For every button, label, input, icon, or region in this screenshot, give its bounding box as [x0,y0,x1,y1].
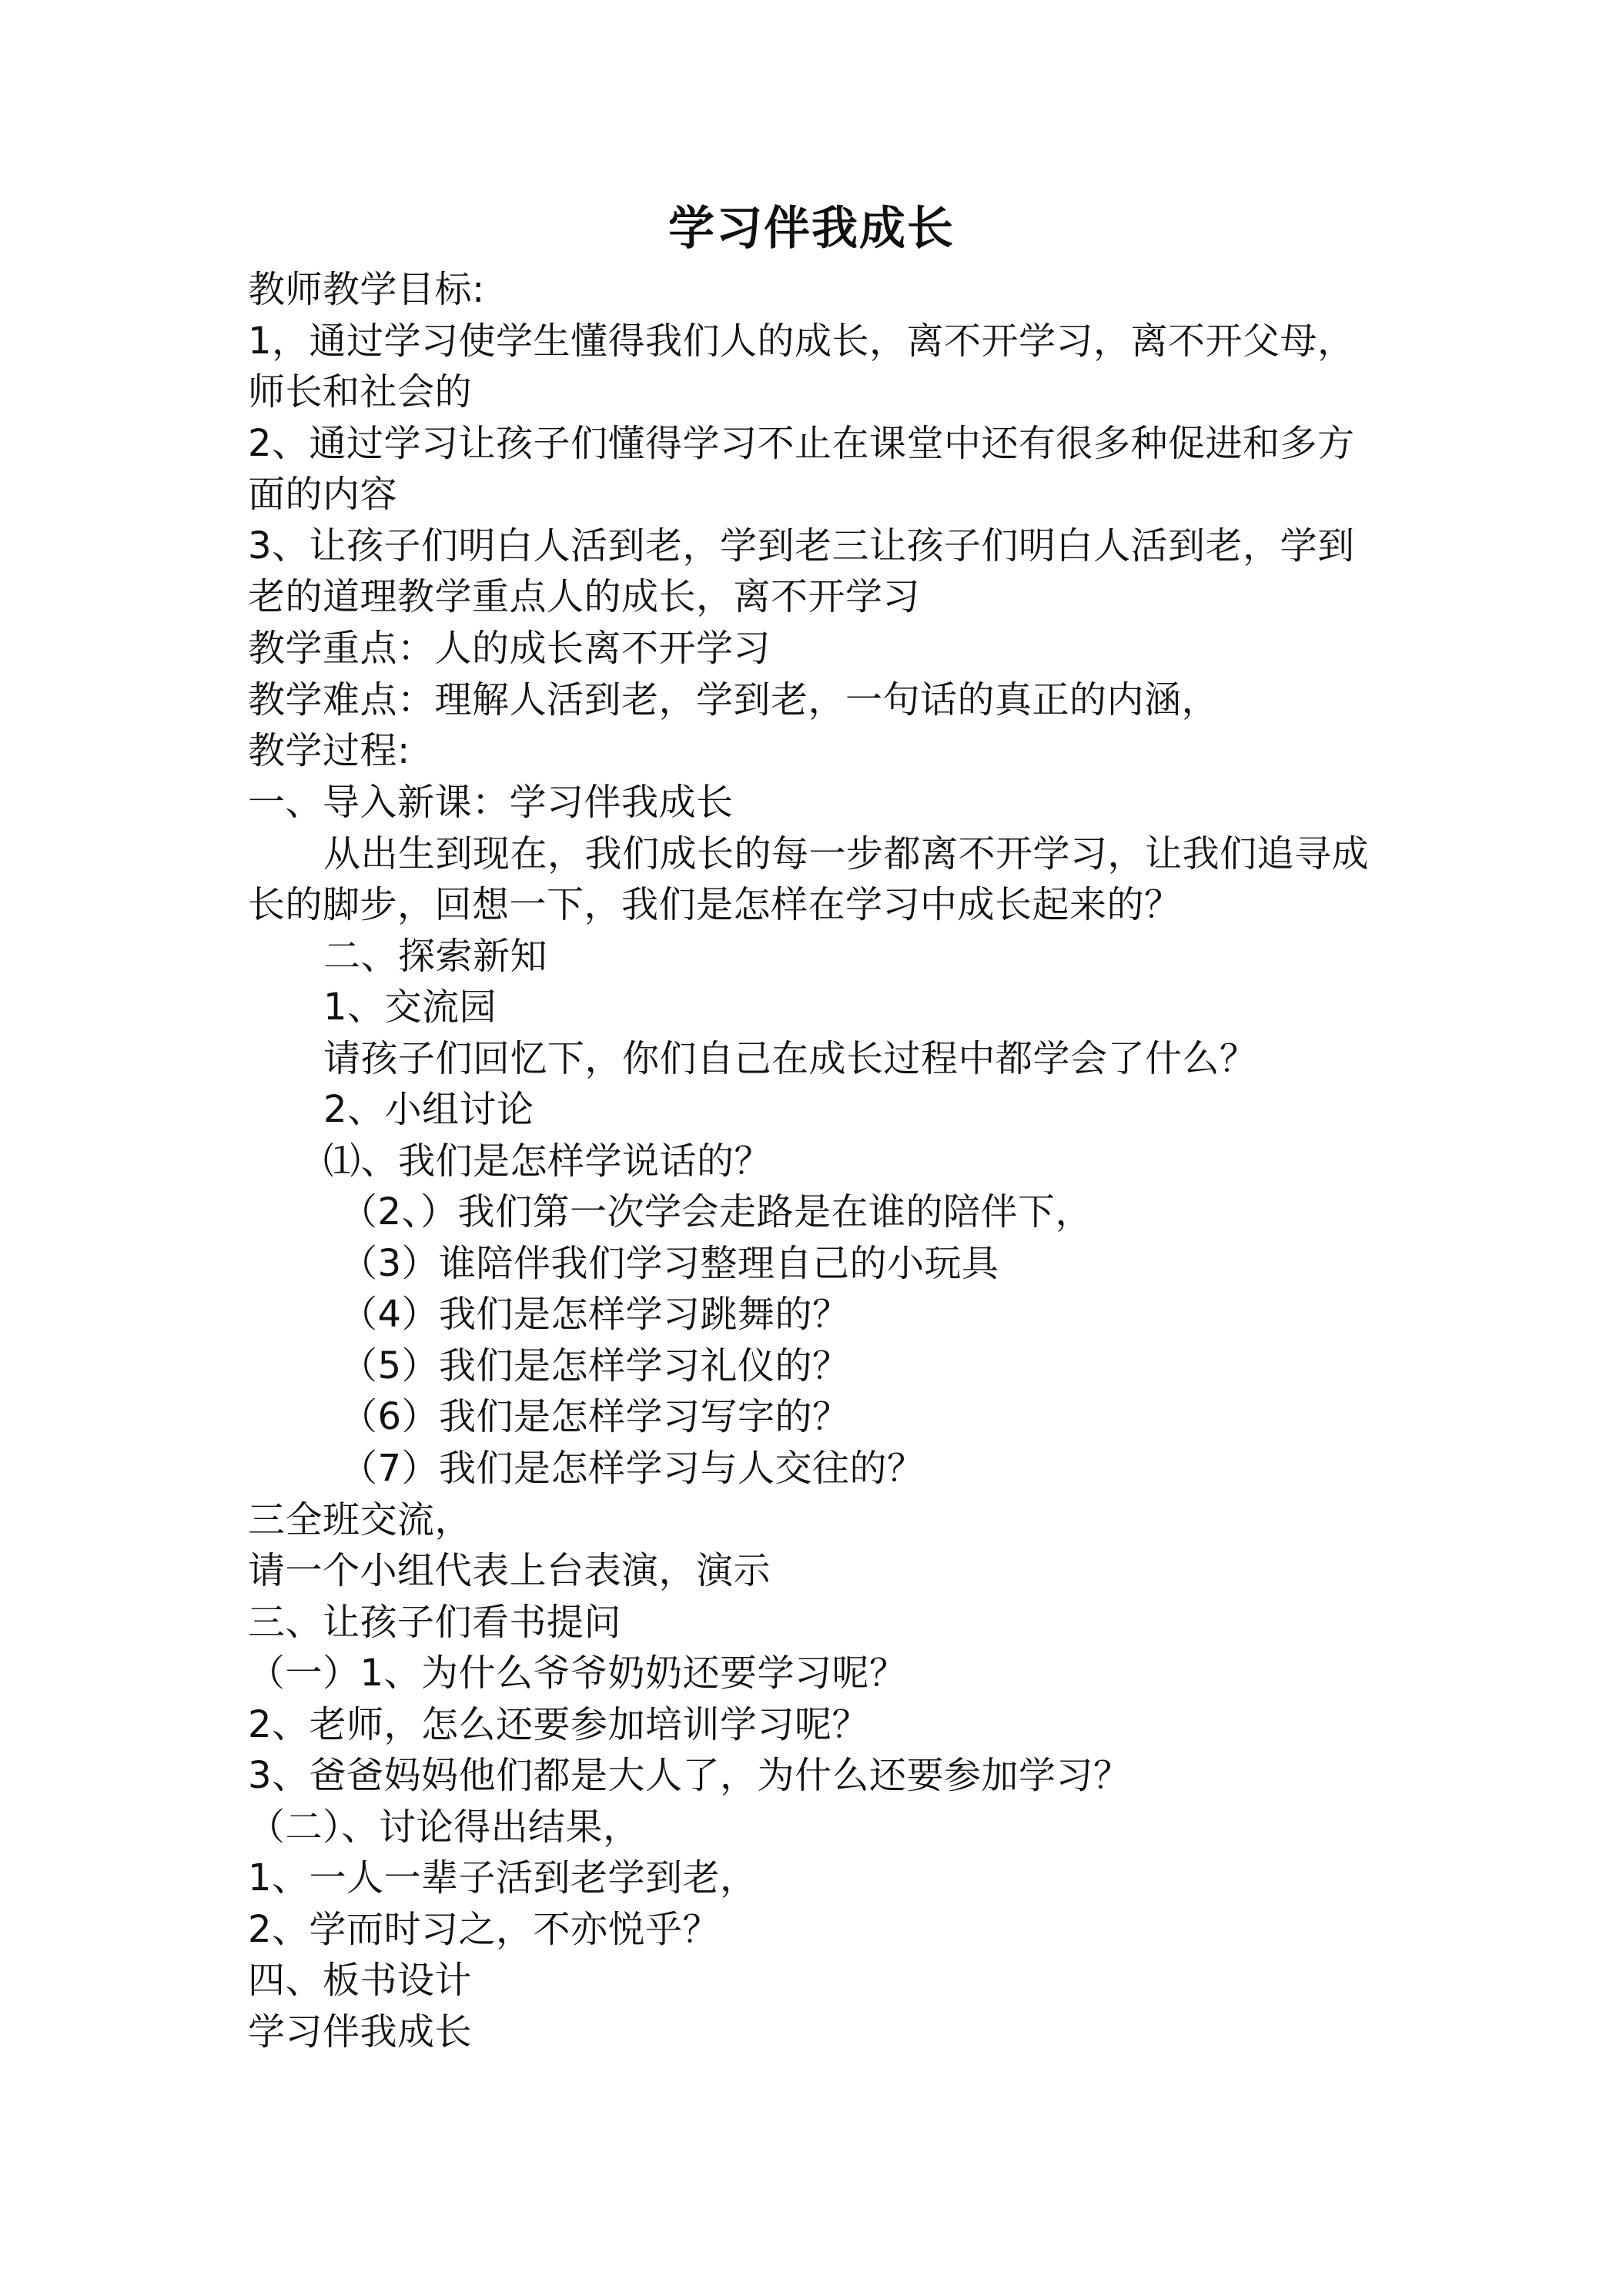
text-line: 一、导入新课：学习伴我成长 [248,781,734,824]
text-line: 1、交流园 [323,986,497,1029]
text-line: （5）我们是怎样学习礼仪的？ [340,1344,850,1387]
text-line: 从出生到现在，我们成长的每一步都离不开学习，让我们追寻成 [323,832,1370,875]
text-line: 三全班交流， [248,1498,473,1541]
text-line: 2、通过学习让孩子们懂得学习不止在课堂中还有很多种促进和多方 [248,422,1355,465]
text-line: （4）我们是怎样学习跳舞的？ [340,1293,850,1336]
text-line: 教师教学目标: [248,268,485,311]
text-line: （3）谁陪伴我们学习整理自己的小玩具 [340,1242,999,1285]
text-line: 教学重点：人的成长离不开学习 [248,627,771,670]
text-line: 3、爸爸妈妈他们都是大人了，为什么还要参加学习？ [248,1754,1131,1797]
text-line: （一）1、为什么爷爷奶奶还要学习呢？ [248,1652,907,1695]
text-line: ⑴、我们是怎样学说话的？ [323,1140,772,1183]
text-line: 师长和社会的 [248,370,473,413]
text-line: 2、老师，怎么还要参加培训学习呢？ [248,1703,870,1746]
text-line: 2、小组讨论 [323,1088,534,1131]
text-line: 教学过程: [248,729,410,772]
text-line: 3、让孩子们明白人活到老，学到老三让孩子们明白人活到老，学到 [248,524,1355,567]
text-line: 请孩子们回忆下，你们自己在成长过程中都学会了什么？ [323,1037,1257,1080]
text-line: 2、学而时习之，不亦悦乎？ [248,1908,721,1951]
text-line: 1，通过学习使学生懂得我们人的成长，离不开学习，离不开父母， [248,320,1355,363]
text-line: 请一个小组代表上台表演，演示 [248,1549,771,1592]
text-line: （二）、讨论得出结果， [248,1806,641,1849]
text-line: 长的脚步，回想一下，我们是怎样在学习中成长起来的？ [248,883,1182,926]
text-line: 二、探索新知 [323,935,548,978]
text-line: 四、板书设计 [248,1959,473,2002]
document-title: 学习伴我成长 [668,202,955,256]
text-line: 1、一人一辈子活到老学到老， [248,1856,758,1899]
text-line: （6）我们是怎样学习写字的？ [340,1395,850,1438]
text-line: 面的内容 [248,473,398,516]
text-line: （2、）我们第一次学会走路是在谁的陪伴下， [340,1190,1093,1233]
text-line: 老的道理教学重点人的成长，离不开学习 [248,575,921,618]
text-line: 学习伴我成长 [248,2010,473,2053]
text-line: 教学难点：理解人活到老，学到老，一句话的真正的内涵， [248,678,1220,721]
text-line: （7）我们是怎样学习与人交往的？ [340,1447,925,1490]
text-line: 三、让孩子们看书提问 [248,1601,622,1644]
